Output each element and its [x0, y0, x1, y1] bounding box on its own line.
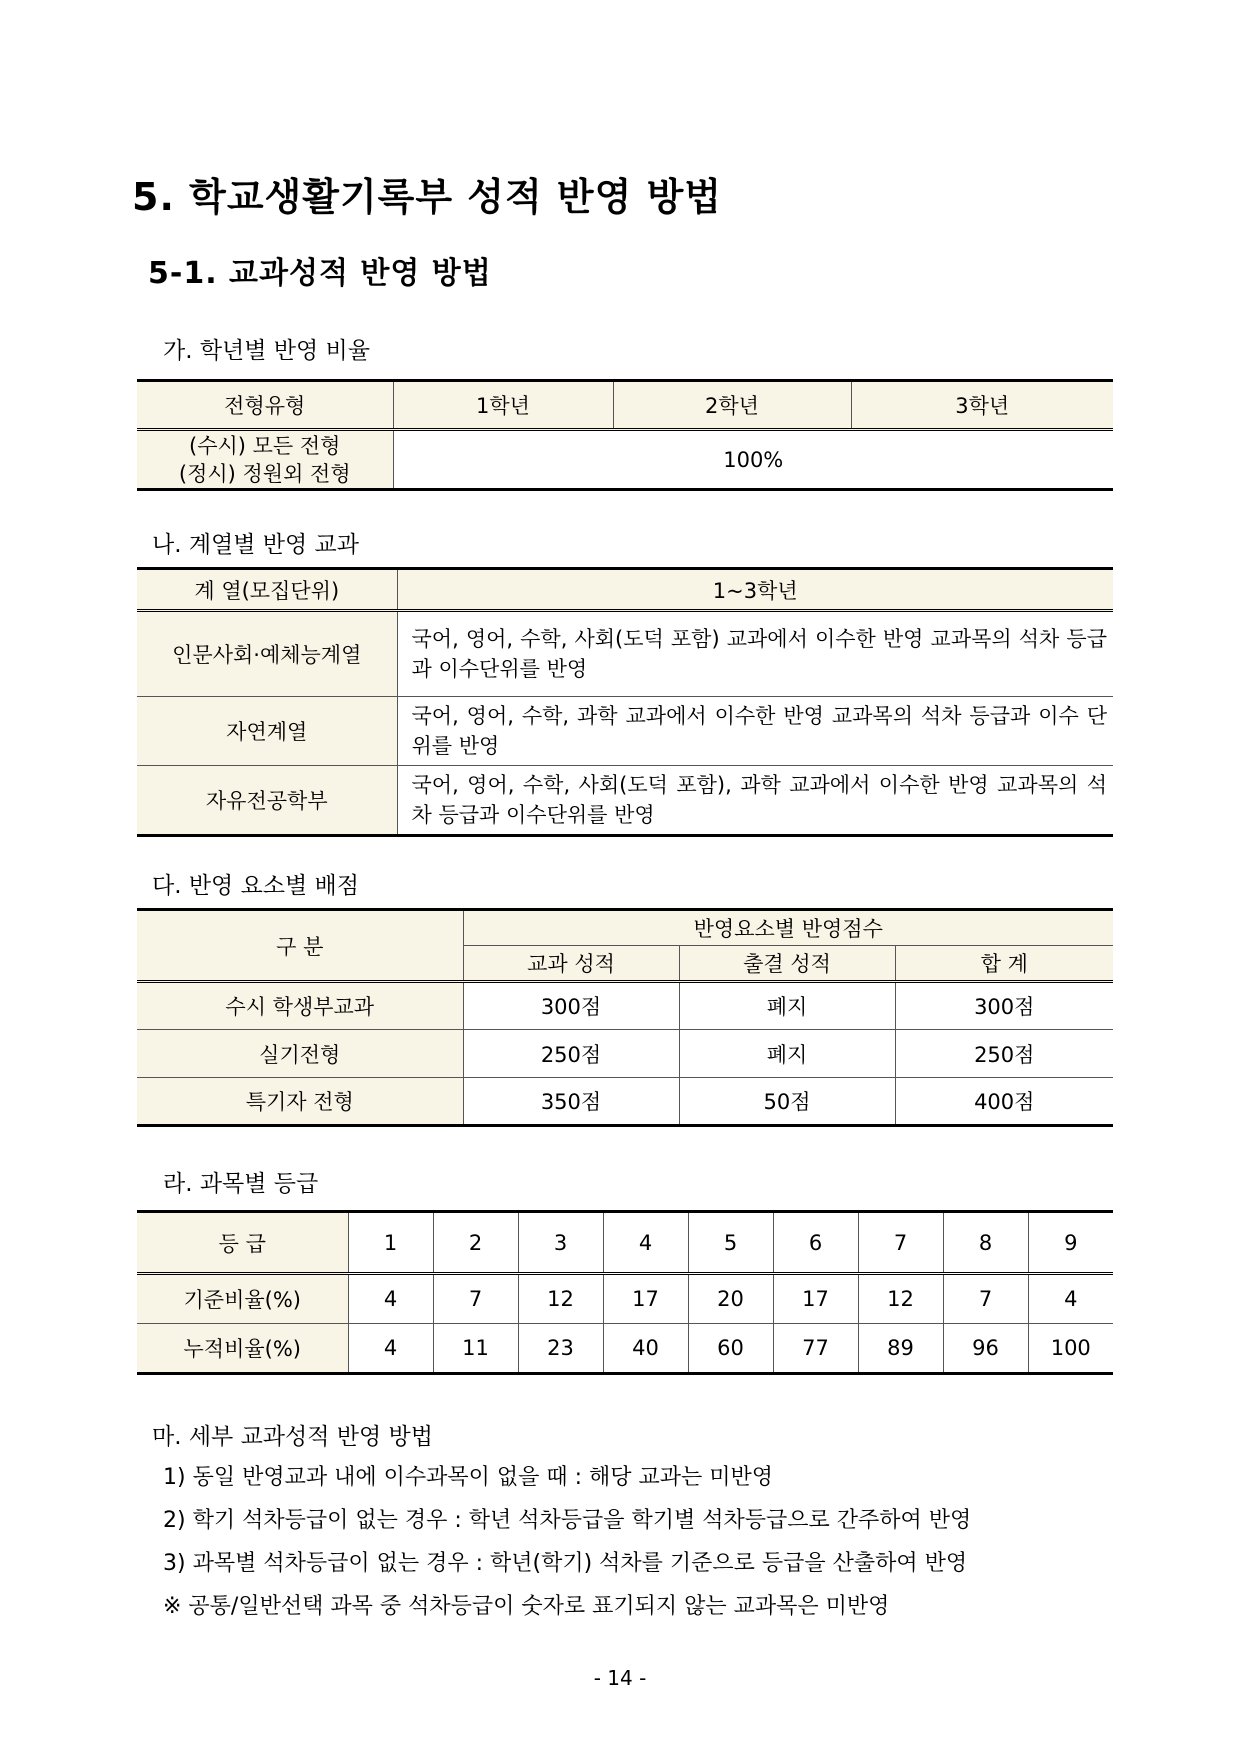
row-label: 실기전형 — [137, 1030, 463, 1078]
table-cell: 17 — [773, 1274, 858, 1324]
table-cell: 50점 — [679, 1078, 895, 1126]
table-cell: 250점 — [463, 1030, 679, 1078]
grade-year-ratio-table — [137, 379, 1113, 491]
table-header-cell: 1~3학년 — [397, 569, 1113, 611]
table-cell: 17 — [603, 1274, 688, 1324]
department-subjects: 국어, 영어, 수학, 과학 교과에서 이수한 반영 교과목의 석차 등급과 이수 단위를 반영 — [397, 697, 1113, 766]
grade-header: 9 — [1028, 1212, 1113, 1274]
section-title: 5-1. 교과성적 반영 방법 — [148, 256, 492, 291]
row-label — [137, 430, 393, 490]
department-subjects: 국어, 영어, 수학, 사회(도덕 포함) 교과에서 이수한 반영 교과목의 석차 등급과 이수단위를 반영 — [397, 611, 1113, 697]
table-header-cell: 출결 성적 — [679, 946, 895, 982]
table-cell: 89 — [858, 1324, 943, 1374]
row-label: 수시 학생부교과 — [137, 982, 463, 1030]
row-label-line: (정시) 정원외 전형 — [178, 461, 351, 486]
detail-item: 3) 과목별 석차등급이 없는 경우 : 학년(학기) 석차를 기준으로 등급을 산출하여 반영 — [163, 1551, 968, 1576]
table-cell: 7 — [433, 1274, 518, 1324]
subsection-title-c: 다. 반영 요소별 배점 — [152, 873, 359, 899]
table-cell: 7 — [943, 1274, 1028, 1324]
subsection-title-d: 라. 과목별 등급 — [163, 1171, 319, 1197]
page-number: - 14 - — [593, 1666, 647, 1690]
grade-header: 8 — [943, 1212, 1028, 1274]
table-cell: 20 — [688, 1274, 773, 1324]
grade-ratio-table — [137, 1210, 1113, 1375]
grade-header: 3 — [518, 1212, 603, 1274]
table-header-cell: 등 급 — [137, 1212, 348, 1274]
table-cell: 11 — [433, 1324, 518, 1374]
table-header-cell: 합 계 — [895, 946, 1113, 982]
table-header-cell: 3학년 — [851, 381, 1113, 430]
grade-header: 5 — [688, 1212, 773, 1274]
table-header-cell: 2학년 — [613, 381, 851, 430]
table-cell: 12 — [858, 1274, 943, 1324]
table-header-cell: 1학년 — [393, 381, 613, 430]
subsection-title-e: 마. 세부 교과성적 반영 방법 — [152, 1424, 433, 1450]
table-group-header: 반영요소별 반영점수 — [463, 910, 1113, 946]
grade-header: 7 — [858, 1212, 943, 1274]
detail-item: 1) 동일 반영교과 내에 이수과목이 없을 때 : 해당 교과는 미반영 — [163, 1465, 773, 1490]
department-label: 인문사회·예체능계열 — [137, 611, 397, 697]
table-cell: 100 — [1028, 1324, 1113, 1374]
score-allocation-table — [137, 908, 1113, 1127]
table-cell: 300점 — [463, 982, 679, 1030]
ratio-value: 100% — [393, 430, 1113, 490]
row-label: 특기자 전형 — [137, 1078, 463, 1126]
table-cell: 4 — [348, 1324, 433, 1374]
table-cell: 4 — [1028, 1274, 1113, 1324]
grade-header: 6 — [773, 1212, 858, 1274]
table-cell: 300점 — [895, 982, 1113, 1030]
table-cell: 350점 — [463, 1078, 679, 1126]
table-cell: 23 — [518, 1324, 603, 1374]
table-cell: 40 — [603, 1324, 688, 1374]
table-cell: 96 — [943, 1324, 1028, 1374]
department-subject-table — [137, 567, 1113, 837]
grade-header: 4 — [603, 1212, 688, 1274]
table-header-cell: 전형유형 — [137, 381, 393, 430]
table-cell: 60 — [688, 1324, 773, 1374]
subsection-title-b: 나. 계열별 반영 교과 — [152, 532, 359, 558]
department-label: 자연계열 — [137, 697, 397, 766]
page-title: 5. 학교생활기록부 성적 반영 방법 — [132, 175, 722, 219]
table-cell: 400점 — [895, 1078, 1113, 1126]
table-cell: 폐지 — [679, 1030, 895, 1078]
detail-item: 2) 학기 석차등급이 없는 경우 : 학년 석차등급을 학기별 석차등급으로 간주하여 반영 — [163, 1508, 972, 1533]
row-label: 기준비율(%) — [137, 1274, 348, 1324]
table-header-cell: 교과 성적 — [463, 946, 679, 982]
grade-header: 1 — [348, 1212, 433, 1274]
row-label-line: (수시) 모든 전형 — [189, 433, 341, 458]
row-label: 누적비율(%) — [137, 1324, 348, 1374]
table-cell: 77 — [773, 1324, 858, 1374]
subsection-title-a: 가. 학년별 반영 비율 — [163, 338, 370, 364]
table-header-cell: 계 열(모집단위) — [137, 569, 397, 611]
table-cell: 폐지 — [679, 982, 895, 1030]
department-label: 자유전공학부 — [137, 766, 397, 836]
grade-header: 2 — [433, 1212, 518, 1274]
department-subjects: 국어, 영어, 수학, 사회(도덕 포함), 과학 교과에서 이수한 반영 교과목의 석차 등급과 이수단위를 반영 — [397, 766, 1113, 836]
table-header-cell: 구 분 — [137, 910, 463, 982]
table-cell: 4 — [348, 1274, 433, 1324]
table-cell: 250점 — [895, 1030, 1113, 1078]
table-cell: 12 — [518, 1274, 603, 1324]
footnote: ※ 공통/일반선택 과목 중 석차등급이 숫자로 표기되지 않는 교과목은 미반영 — [163, 1594, 890, 1619]
